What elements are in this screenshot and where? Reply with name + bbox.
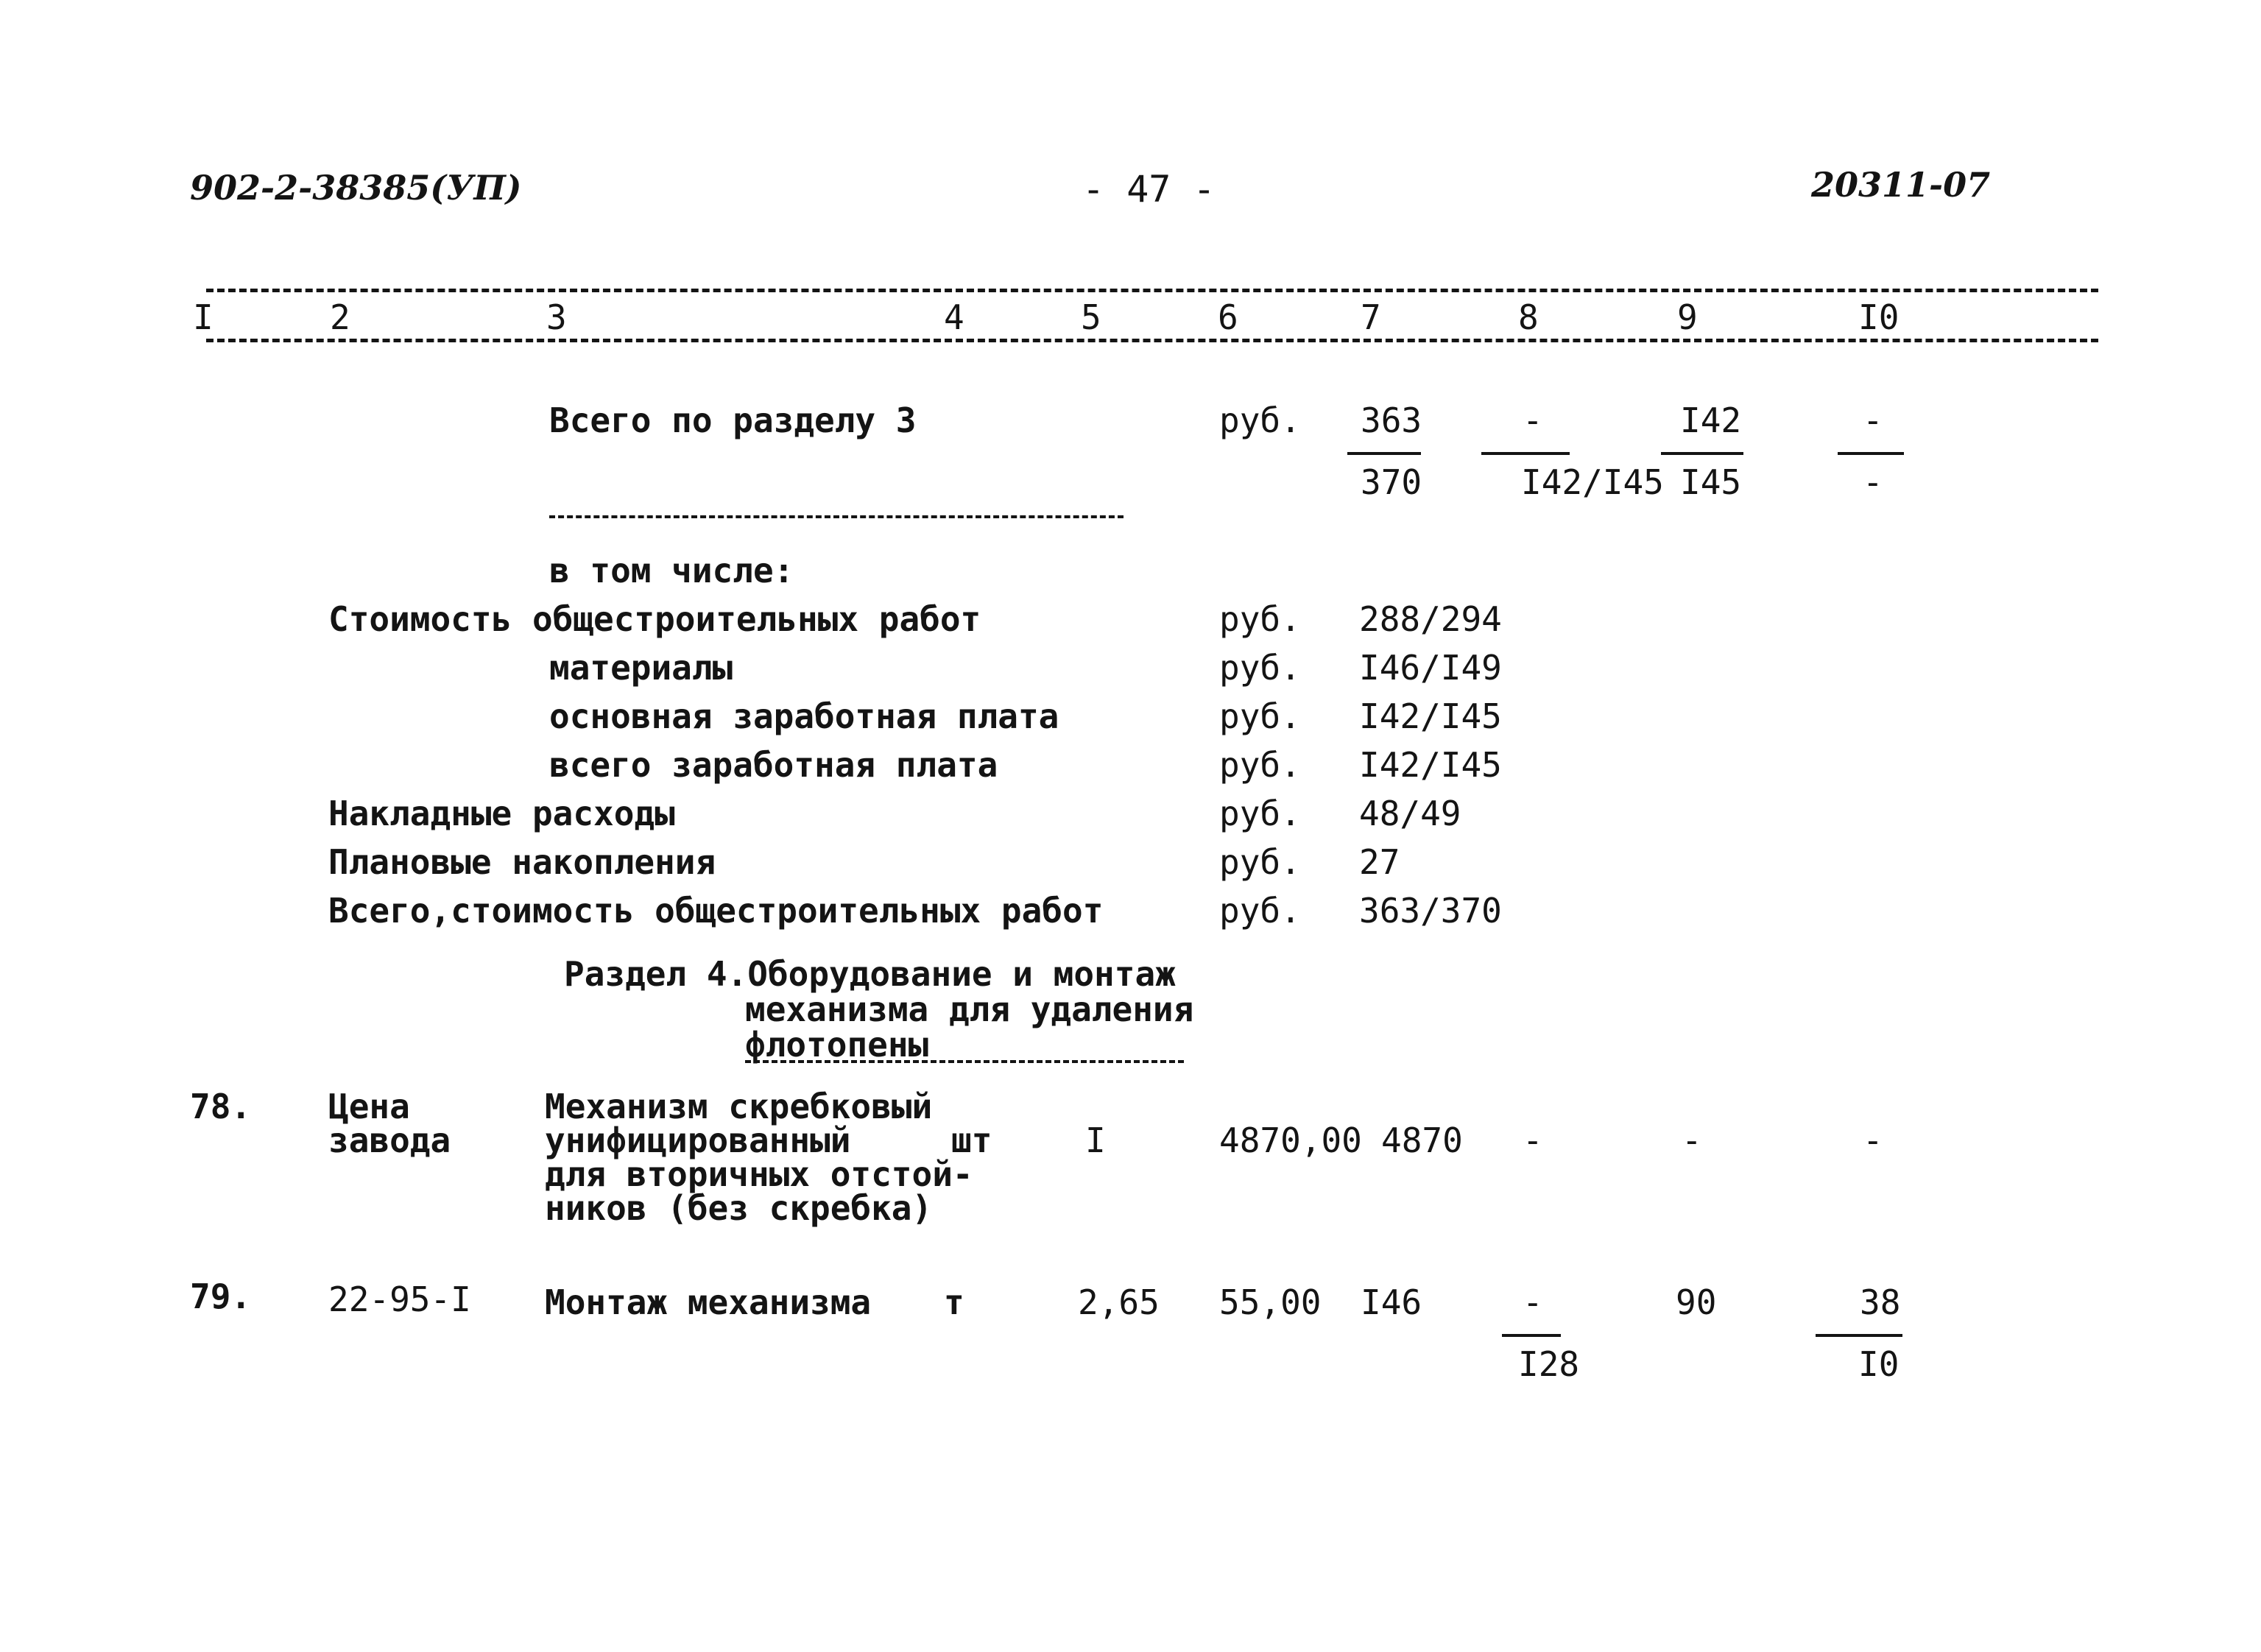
row-79-qty: 2,65 <box>1078 1282 1160 1322</box>
breakdown-unit: руб. <box>1219 696 1301 736</box>
row-78-name-line1: Механизм скребковый <box>545 1087 933 1126</box>
row-79-basis: 22-95-I <box>328 1279 471 1319</box>
row-78-c10: - <box>1863 1120 1883 1160</box>
fraction-bar-c10 <box>1838 452 1904 455</box>
row-79-c10-top: 38 <box>1860 1282 1901 1322</box>
col-8: 8 <box>1518 297 1539 337</box>
breakdown-unit: руб. <box>1219 794 1301 833</box>
breakdown-label: Плановые накопления <box>328 842 716 882</box>
row-78-name-line2: унифицированный <box>545 1120 851 1160</box>
breakdown-value: I46/I49 <box>1359 648 1502 688</box>
col-1: I <box>193 297 214 337</box>
col-4: 4 <box>944 297 964 337</box>
col-2: 2 <box>330 297 350 337</box>
row-78-basis-line2: завода <box>328 1120 451 1160</box>
row-78-price: 4870,00 <box>1219 1120 1362 1160</box>
section-total-c8-bottom: I42/I45 <box>1521 462 1664 502</box>
fraction-bar-c9 <box>1661 452 1743 455</box>
col-9: 9 <box>1677 297 1698 337</box>
breakdown-label: Накладные расходы <box>328 794 675 833</box>
row-78-name-line3: для вторичных отстой- <box>545 1154 973 1194</box>
breakdown-label: Всего,стоимость общестроительных работ <box>328 891 1104 931</box>
section4-title-line3: флотопены <box>745 1025 929 1065</box>
fraction-bar-c8 <box>1481 452 1570 455</box>
row-79-c9: 90 <box>1676 1282 1717 1322</box>
row-78-number: 78. <box>190 1087 252 1126</box>
row-79-total: I46 <box>1361 1282 1422 1322</box>
breakdown-label: основная заработная плата <box>549 696 1059 736</box>
separator-rule <box>549 515 1124 518</box>
archive-code: 20311-07 <box>1811 165 1991 205</box>
breakdown-label: всего заработная плата <box>549 745 998 785</box>
breakdown-value: 48/49 <box>1359 794 1461 833</box>
row-79-c10-bottom: I0 <box>1858 1344 1900 1384</box>
row-78-unit: шт <box>951 1120 992 1160</box>
section-total-c9-top: I42 <box>1680 400 1742 440</box>
breakdown-unit: руб. <box>1219 891 1301 931</box>
breakdown-value: 288/294 <box>1359 599 1502 639</box>
breakdown-label: Стоимость общестроительных работ <box>328 599 981 639</box>
row-78-name-line4: ников (без скребка) <box>545 1188 933 1228</box>
header-rule-bottom <box>206 339 2098 342</box>
section-total-unit: руб. <box>1219 400 1301 440</box>
row-79-c8-top: - <box>1523 1282 1543 1322</box>
row-79-c8-bottom: I28 <box>1518 1344 1580 1384</box>
col-3: 3 <box>546 297 567 337</box>
breakdown-value: I42/I45 <box>1359 745 1502 785</box>
fraction-bar-c7 <box>1347 452 1421 455</box>
page-number: - 47 - <box>1082 168 1216 211</box>
section-total-c9-bottom: I45 <box>1680 462 1742 502</box>
col-5: 5 <box>1081 297 1101 337</box>
col-10: I0 <box>1858 297 1900 337</box>
section4-title-underline <box>745 1060 1184 1063</box>
breakdown-unit: руб. <box>1219 599 1301 639</box>
row-79-name: Монтаж механизма <box>545 1282 872 1322</box>
section-total-c8-top: - <box>1523 400 1543 440</box>
section4-title-line2: механизма для удаления <box>745 989 1194 1029</box>
fraction-bar-row79-c8 <box>1502 1334 1561 1337</box>
document-code: 902-2-38385(УП) <box>190 168 522 208</box>
row-78-c8: - <box>1523 1120 1543 1160</box>
row-78-basis-line1: Цена <box>328 1087 410 1126</box>
section-total-c10-bottom: - <box>1863 462 1883 502</box>
section-total-c7-top: 363 <box>1361 400 1422 440</box>
row-78-total: 4870 <box>1381 1120 1463 1160</box>
header-rule-top <box>206 289 2098 292</box>
breakdown-value: 27 <box>1359 842 1400 882</box>
fraction-bar-row79-c10 <box>1816 1334 1902 1337</box>
row-79-price: 55,00 <box>1219 1282 1322 1322</box>
row-79-unit: т <box>944 1282 964 1322</box>
section-total-label: Всего по разделу 3 <box>549 400 917 440</box>
row-78-qty: I <box>1085 1120 1106 1160</box>
section-total-c7-bottom: 370 <box>1361 462 1422 502</box>
breakdown-unit: руб. <box>1219 648 1301 688</box>
breakdown-value: 363/370 <box>1359 891 1502 931</box>
row-79-number: 79. <box>190 1277 252 1316</box>
breakdown-value: I42/I45 <box>1359 696 1502 736</box>
breakdown-unit: руб. <box>1219 745 1301 785</box>
breakdown-label: материалы <box>549 648 733 688</box>
row-78-c9: - <box>1682 1120 1702 1160</box>
col-6: 6 <box>1218 297 1238 337</box>
breakdown-intro: в том числе: <box>549 551 794 590</box>
breakdown-unit: руб. <box>1219 842 1301 882</box>
section4-title-line1: Раздел 4.Оборудование и монтаж <box>564 954 1176 994</box>
section-total-c10-top: - <box>1863 400 1883 440</box>
col-7: 7 <box>1361 297 1381 337</box>
